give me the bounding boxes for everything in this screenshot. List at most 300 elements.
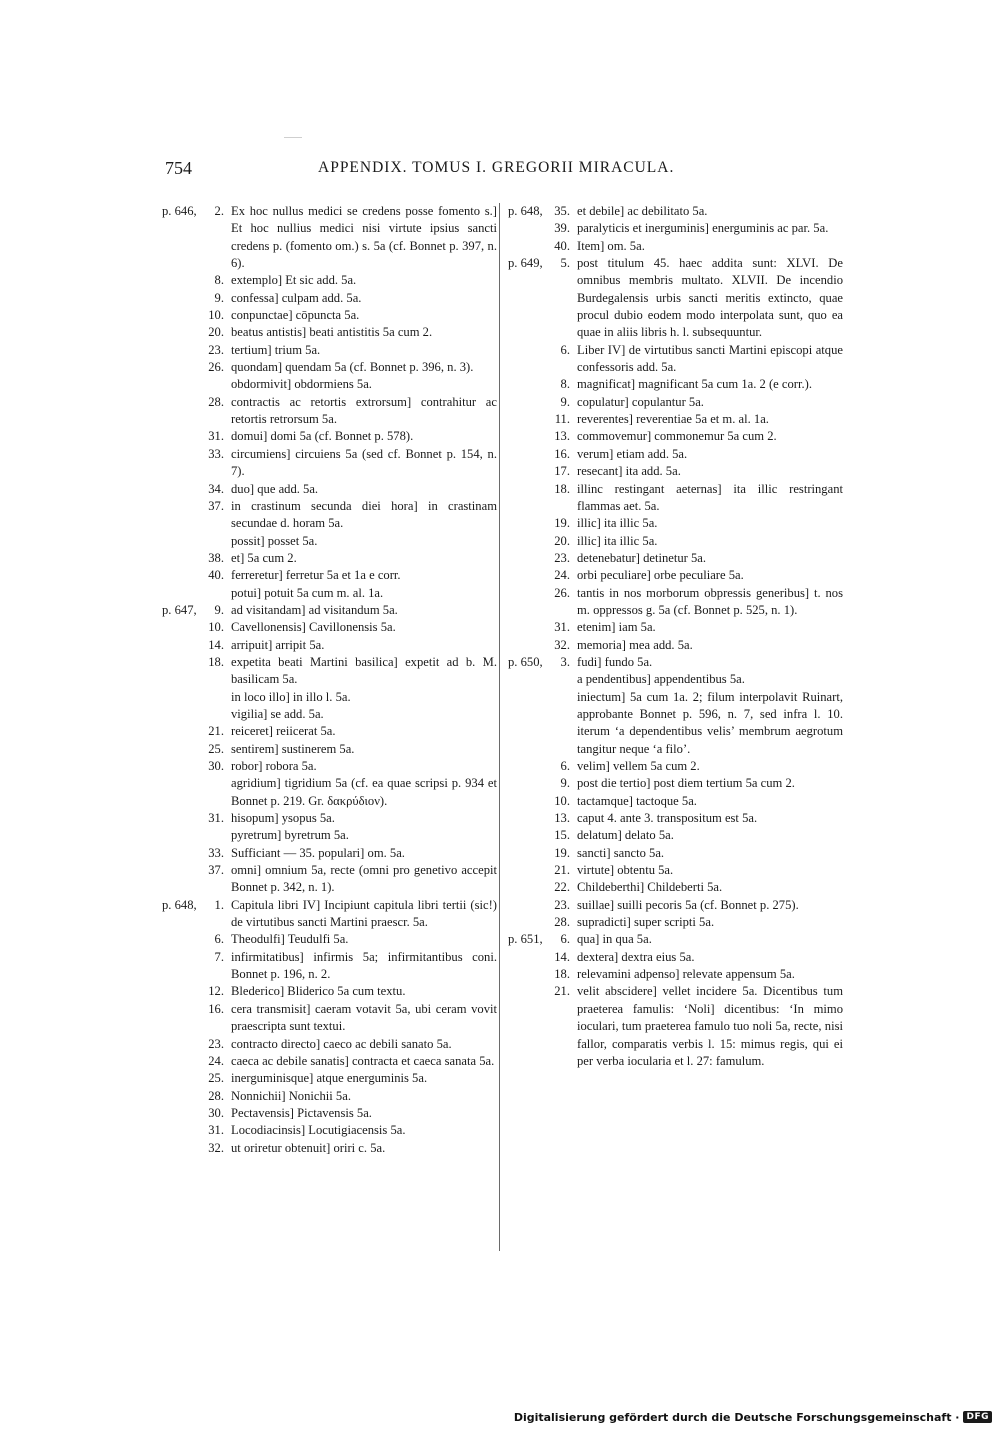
page-reference [508,637,546,654]
line-number: 24. [208,1053,224,1068]
line-number: 6. [214,932,224,947]
page-reference [162,1122,200,1139]
entry-text: confessa] culpam add. 5a. [231,290,362,305]
page-header [165,158,845,184]
line-number: 40. [208,568,224,583]
line-number [546,671,577,688]
line-number: 16. [208,1001,224,1016]
page-reference: p. 651, [508,932,543,947]
entry-text: velit abscidere] vellet incidere 5a. Dicentibus tum praeterea famulis: ‘Noli] dicentibus: ‘In mimo ioculari, tum praeterea famulo tuo noli 5a, recte, nisi fallor, comparatis verbis l. 15: mimus regis, qui ei per verba iocularia et l. 27: famulum. [577,984,843,1068]
entry-text: extemplo] Et sic add. 5a. [231,273,357,288]
entry-text: expetita beati Martini basilica] expetit ad b. M. basilicam 5a. [231,654,497,687]
line-number: 40. [554,238,570,253]
apparatus-entry [508,515,843,532]
page-reference [508,394,546,411]
apparatus-entry [162,845,497,862]
page-reference [162,394,200,429]
apparatus-entry [508,481,843,516]
apparatus-entry [162,428,497,445]
page-reference [508,463,546,480]
line-number: 8. [214,273,224,288]
entry-text: fudi] fundo 5a. [577,654,653,669]
line-number: 10. [208,620,224,635]
apparatus-entry [508,758,843,775]
apparatus-entry [508,550,843,567]
entry-text: quondam] quendam 5a (cf. Bonnet p. 396, n. 3). [231,360,474,375]
entry-text: Bledericо] Bliderico 5a cum textu. [231,984,406,999]
apparatus-entry [162,1105,497,1122]
apparatus-entry [508,220,843,237]
page-reference [508,897,546,914]
entry-text: Cavellonensis] Cavillonensis 5a. [231,620,396,635]
line-number: 13. [554,811,570,826]
page-reference [162,1088,200,1105]
apparatus-entry [162,897,497,932]
entry-text: robor] robora 5a. [231,759,317,773]
entry-text: ut oriretur obtenuit] oriri c. 5a. [231,1140,386,1155]
line-number: 14. [208,637,224,652]
entry-text: vigilia] se add. 5a. [231,706,324,721]
line-number: 7. [214,949,224,964]
page-reference [508,810,546,827]
page-reference [508,411,546,428]
entry-text: domui] domi 5a (cf. Bonnet p. 578). [231,429,414,444]
page-reference [162,931,200,948]
page-reference [508,845,546,862]
entry-text: cera transmisit] caeram votavit 5a, ubi ceram vovit praescripta sunt textui. [231,1001,497,1034]
page-reference [508,793,546,810]
page-reference [508,585,546,620]
page-number: 754 [165,158,192,178]
apparatus-entry [508,949,843,966]
entry-text: hisopum] ysopus 5a. [231,811,335,826]
line-number: 22. [554,880,570,895]
apparatus-entry [508,411,843,428]
line-number: 30. [208,1105,224,1120]
entry-text: in loco illo] in illo l. 5a. [231,689,351,704]
line-number: 9. [214,602,224,617]
entry-text: ferreretur] ferretur 5a et 1a e corr. [231,568,401,583]
apparatus-entry [508,637,843,654]
page-reference [162,949,200,984]
line-number: 32. [554,637,570,652]
page-reference [162,550,200,567]
page-reference [162,723,200,740]
line-number: 16. [554,446,570,461]
line-number: 11. [554,412,570,427]
page-reference [162,324,200,341]
entry-text: contractis ac retortis extrorsum] contrahitur ac retortis retrorsum 5a. [231,394,497,427]
apparatus-entry [162,741,497,758]
apparatus-entry [162,342,497,359]
apparatus-entry [162,723,497,740]
apparatus-entry [162,1001,497,1036]
entry-text: virtute] obtentu 5a. [577,863,674,878]
apparatus-entry [508,463,843,480]
line-number: 21. [208,724,224,739]
page-reference [508,428,546,445]
line-number: 19. [554,516,570,531]
apparatus-entry [162,272,497,289]
page-reference [162,810,200,827]
page-reference: p. 648, [508,204,543,218]
line-number: 21. [554,984,570,999]
entry-text: memoria] mea add. 5a. [577,637,693,652]
line-number: 14. [554,949,570,964]
page-reference [162,307,200,324]
entry-text: Item] om. 5a. [577,238,645,253]
entry-text: velim] vellem 5a cum 2. [577,759,700,773]
apparatus-entry [162,758,497,775]
apparatus-entry [162,376,497,393]
line-number: 12. [208,984,224,999]
page-reference: p. 647, [162,602,197,617]
page-reference [508,914,546,931]
line-number: 8. [560,377,570,392]
line-number: 18. [554,481,570,496]
entry-text: paralyticis et inerguminis] energuminis ac par. 5a. [577,221,829,236]
page-reference [162,619,200,636]
line-number: 18. [208,654,224,669]
page-reference [508,775,546,792]
entry-text: et] 5a cum 2. [231,550,297,565]
apparatus-entry [162,567,497,584]
apparatus-entry [162,550,497,567]
page-reference [162,481,200,498]
page-reference [508,376,546,393]
entry-text: resecant] ita add. 5a. [577,464,681,479]
apparatus-entry [162,1088,497,1105]
line-number [200,585,231,602]
line-number: 10. [554,793,570,808]
apparatus-entry [508,619,843,636]
line-number: 31. [554,620,570,635]
page-reference [162,741,200,758]
entry-text: magnificat] magnificant 5a cum 1a. 2 (e corr.). [577,377,812,392]
apparatus-entry [162,862,497,897]
apparatus-entry [508,654,843,671]
apparatus-entry [508,827,843,844]
apparatus-entry [508,342,843,377]
line-number: 24. [554,568,570,583]
entry-text: potui] potuit 5a cum m. al. 1a. [231,585,384,600]
line-number: 34. [208,481,224,496]
page-reference [162,359,200,376]
entry-text: illinc restingant aeternas] ita illic restringant flammas aet. 5a. [577,481,843,513]
line-number [200,376,231,393]
line-number: 6. [560,932,570,947]
apparatus-entry [508,394,843,411]
line-number: 10. [208,308,224,323]
entry-text: possit] posset 5a. [231,533,318,548]
left-column [162,203,497,1157]
page-reference: p. 650, [508,654,543,669]
apparatus-entry [162,446,497,481]
line-number: 19. [554,845,570,860]
entry-text: caeca ac debile sanatis] contracta et caeca sanata 5a. [231,1053,495,1068]
line-number [200,706,231,723]
entry-text: inerguminisque] atque energuminis 5a. [231,1071,428,1086]
page-reference [508,481,546,516]
apparatus-entry [508,428,843,445]
dfg-logo: DFG [963,1411,992,1423]
entry-text: qua] in qua 5a. [577,932,652,947]
page-reference [162,585,200,602]
line-number: 37. [208,498,224,513]
line-number: 1. [214,897,224,912]
page-reference [162,775,200,810]
apparatus-entry [508,203,843,220]
entry-text: obdormivit] obdormiens 5a. [231,377,372,392]
column-divider [499,203,500,1251]
page-reference: p. 648, [162,897,197,912]
page-reference [508,983,546,1070]
line-number: 23. [554,550,570,565]
entry-text: post titulum 45. haec addita sunt: XLVI. De omnibus membris multato. XLVII. De incendio Burdegalensis urbis sancti meritis extincto, quae procul dubio eodem modo interpolata sunt, quo ea quae in aliis libris h. l. subsequuntur. [577,256,843,340]
page-reference [162,498,200,533]
page-reference [162,428,200,445]
line-number: 25. [208,1071,224,1086]
apparatus-entry [162,1070,497,1087]
entry-text: tactamque] tactoque 5a. [577,793,697,808]
apparatus-entry [162,324,497,341]
entry-text: caput 4. ante 3. transpositum est 5a. [577,811,758,826]
apparatus-entry [508,689,843,758]
line-number: 17. [554,464,570,479]
apparatus-entry [162,1053,497,1070]
entry-text: sentirem] sustinerem 5a. [231,741,355,756]
entry-text: sancti] sancto 5a. [577,845,665,860]
apparatus-entry [162,689,497,706]
entry-text: infirmitatibus] infirmis 5a; infirmitantibus coni. Bonnet p. 196, n. 2. [231,949,497,982]
apparatus-entry [508,376,843,393]
line-number: 5. [560,256,570,271]
line-number: 26. [554,585,570,600]
line-number: 3. [560,654,570,669]
entry-text: Childeberthi] Childeberti 5a. [577,880,723,895]
apparatus-entry [162,481,497,498]
apparatus-entry [508,775,843,792]
line-number: 6. [560,759,570,773]
entry-text: Capitula libri IV] Incipiunt capitula libri tertii (sic!) de virtutibus sancti Martini praescr. 5a. [231,897,497,930]
apparatus-entry [162,810,497,827]
apparatus-entry [162,983,497,1000]
page-reference [508,689,546,758]
line-number [200,533,231,550]
apparatus-entry [162,1140,497,1157]
line-number [200,689,231,706]
page-reference [508,671,546,688]
running-title: APPENDIX. TOMUS I. GREGORII MIRACULA. [318,159,675,176]
page-reference [508,567,546,584]
entry-text: contracto directo] caeco ac debili sanato 5a. [231,1036,452,1051]
apparatus-entry [162,602,497,619]
apparatus-entry [162,637,497,654]
line-number: 26. [208,360,224,375]
apparatus-entry [162,359,497,376]
page-reference [162,1001,200,1036]
line-number: 6. [560,342,570,357]
line-number: 31. [208,429,224,444]
page-reference [508,619,546,636]
page-reference [508,879,546,896]
right-column [508,203,843,1070]
apparatus-entry [508,845,843,862]
page-reference [508,238,546,255]
entry-text: in crastinum secunda diei hora] in crastinam secundae d. horam 5a. [231,498,497,531]
line-number: 28. [208,1088,224,1103]
entry-text: verum] etiam add. 5a. [577,446,688,461]
page-reference [162,758,200,775]
line-number: 23. [554,897,570,912]
apparatus-entry [162,307,497,324]
entry-text: delatum] delato 5a. [577,828,674,843]
entry-text: circumiens] circuiens 5a (sed cf. Bonnet p. 154, n. 7). [231,446,497,479]
page-reference [162,533,200,550]
entry-text: agridium] tigridium 5a (cf. ea quae scripsi p. 934 et Bonnet p. 219. Gr. δακρύδιον). [231,776,497,808]
line-number: 35. [554,204,570,218]
line-number: 23. [208,1036,224,1051]
entry-text: illic] ita illic 5a. [577,533,658,548]
entry-text: iniectum] 5a cum 1a. 2; filum interpolavit Ruinart, approbante Bonnet p. 596, n. 7, sed infra l. 10. iterum ‘a dependentibus velis’ membrum aegrotum tangitur neque ‘a filo’. [577,689,843,756]
entry-text: beatus antistis] beati antistitis 5a cum 2. [231,325,433,340]
apparatus-entry [162,827,497,844]
apparatus-entry [508,585,843,620]
entry-text: ad visitandam] ad visitandum 5a. [231,602,398,617]
line-number: 15. [554,828,570,843]
apparatus-entry [162,931,497,948]
apparatus-entry [508,238,843,255]
apparatus-entry [162,585,497,602]
apparatus-entry [508,446,843,463]
page-reference [508,515,546,532]
entry-text: Theodulfi] Teudulfi 5a. [231,932,349,947]
line-number: 9. [214,290,224,305]
page-reference [162,637,200,654]
apparatus-entry [508,567,843,584]
page-reference [508,550,546,567]
line-number: 38. [208,550,224,565]
footer [514,1408,992,1426]
line-number: 33. [208,845,224,860]
page-reference [162,827,200,844]
entry-text: Ex hoc nullus medici se credens posse fomento s.] Et hoc nullius medici nisi virtute ipsius sancti credens p. (fomento om.) s. 5a (cf. Bonnet p. 397, n. 6). [231,204,497,271]
entry-text: omni] omnium 5a, recte (omni pro genetivo accepit Bonnet p. 342, n. 1). [231,863,497,895]
entry-text: supradicti] super scripti 5a. [577,915,715,930]
entry-text: Sufficiant — 35. populari] om. 5a. [231,845,405,860]
apparatus-entry [508,671,843,688]
entry-text: tertium] trium 5a. [231,342,321,357]
page-reference [162,272,200,289]
line-number: 28. [208,394,224,409]
page-reference [162,376,200,393]
line-number: 9. [560,776,570,791]
line-number: 30. [208,759,224,773]
page-reference [162,983,200,1000]
apparatus-entry [508,966,843,983]
apparatus-entry [162,775,497,810]
line-number: 37. [208,863,224,878]
line-number: 20. [554,533,570,548]
apparatus-entry [508,914,843,931]
scan-speck [284,137,302,138]
line-number: 2. [214,204,224,218]
entry-text: orbi peculiare] orbe peculiare 5a. [577,568,744,583]
apparatus-entry [162,1122,497,1139]
page-reference [508,966,546,983]
entry-text: post die tertio] post diem tertium 5a cum 2. [577,776,795,791]
page-reference [162,1105,200,1122]
apparatus-entry [508,255,843,342]
entry-text: duo] que add. 5a. [231,481,319,496]
entry-text: copulatur] copulantur 5a. [577,394,704,409]
entry-text: a pendentibus] appendentibus 5a. [577,672,745,687]
page-reference [162,1140,200,1157]
line-number: 28. [554,915,570,930]
entry-text: dextera] dextra eius 5a. [577,949,695,964]
entry-text: tantis in nos morborum obpressis generibus] t. nos m. oppressos g. 5a (cf. Bonnet p. 525, n. 1). [577,585,843,617]
entry-text: reiceret] reiicerat 5a. [231,724,336,739]
page-reference [162,654,200,689]
page-reference [508,342,546,377]
line-number: 33. [208,446,224,461]
entry-text: et debile] ac debilitato 5a. [577,204,708,218]
apparatus-entry [508,897,843,914]
entry-text: reverentes] reverentiae 5a et m. al. 1a. [577,412,769,427]
apparatus-entry [162,394,497,429]
entry-text: commovemur] commonemur 5a cum 2. [577,429,777,444]
page-reference [162,706,200,723]
page-reference [162,290,200,307]
page-reference [162,446,200,481]
apparatus-entry [162,290,497,307]
apparatus-entry [508,810,843,827]
apparatus-entry [508,879,843,896]
page-reference [162,1070,200,1087]
page-reference [508,220,546,237]
page-reference [508,862,546,879]
apparatus-entry [508,862,843,879]
apparatus-entry [508,793,843,810]
entry-text: Locodiacinsis] Locutigiacensis 5a. [231,1123,406,1138]
entry-text: Pectavensis] Pictavensis 5a. [231,1105,372,1120]
apparatus-entry [162,203,497,272]
apparatus-entry [508,931,843,948]
apparatus-entry [162,533,497,550]
line-number: 9. [560,394,570,409]
page-reference [162,342,200,359]
line-number: 39. [554,221,570,236]
line-number: 25. [208,741,224,756]
page-reference [508,533,546,550]
line-number: 21. [554,863,570,878]
page-reference [162,1036,200,1053]
entry-text: arripuit] arripit 5a. [231,637,325,652]
page-reference [508,446,546,463]
entry-text: relevamini adpenso] relevate appensum 5a. [577,967,795,982]
apparatus-entry [162,498,497,533]
apparatus-entry [162,654,497,689]
apparatus-entry [162,949,497,984]
line-number [200,775,231,810]
apparatus-entry [162,619,497,636]
page-reference: p. 649, [508,256,543,271]
line-number: 31. [208,811,224,826]
line-number: 13. [554,429,570,444]
line-number [200,827,231,844]
funding-credit: Digitalisierung gefördert durch die Deutsche Forschungsgemeinschaft · [513,1410,960,1424]
apparatus-entry [162,706,497,723]
